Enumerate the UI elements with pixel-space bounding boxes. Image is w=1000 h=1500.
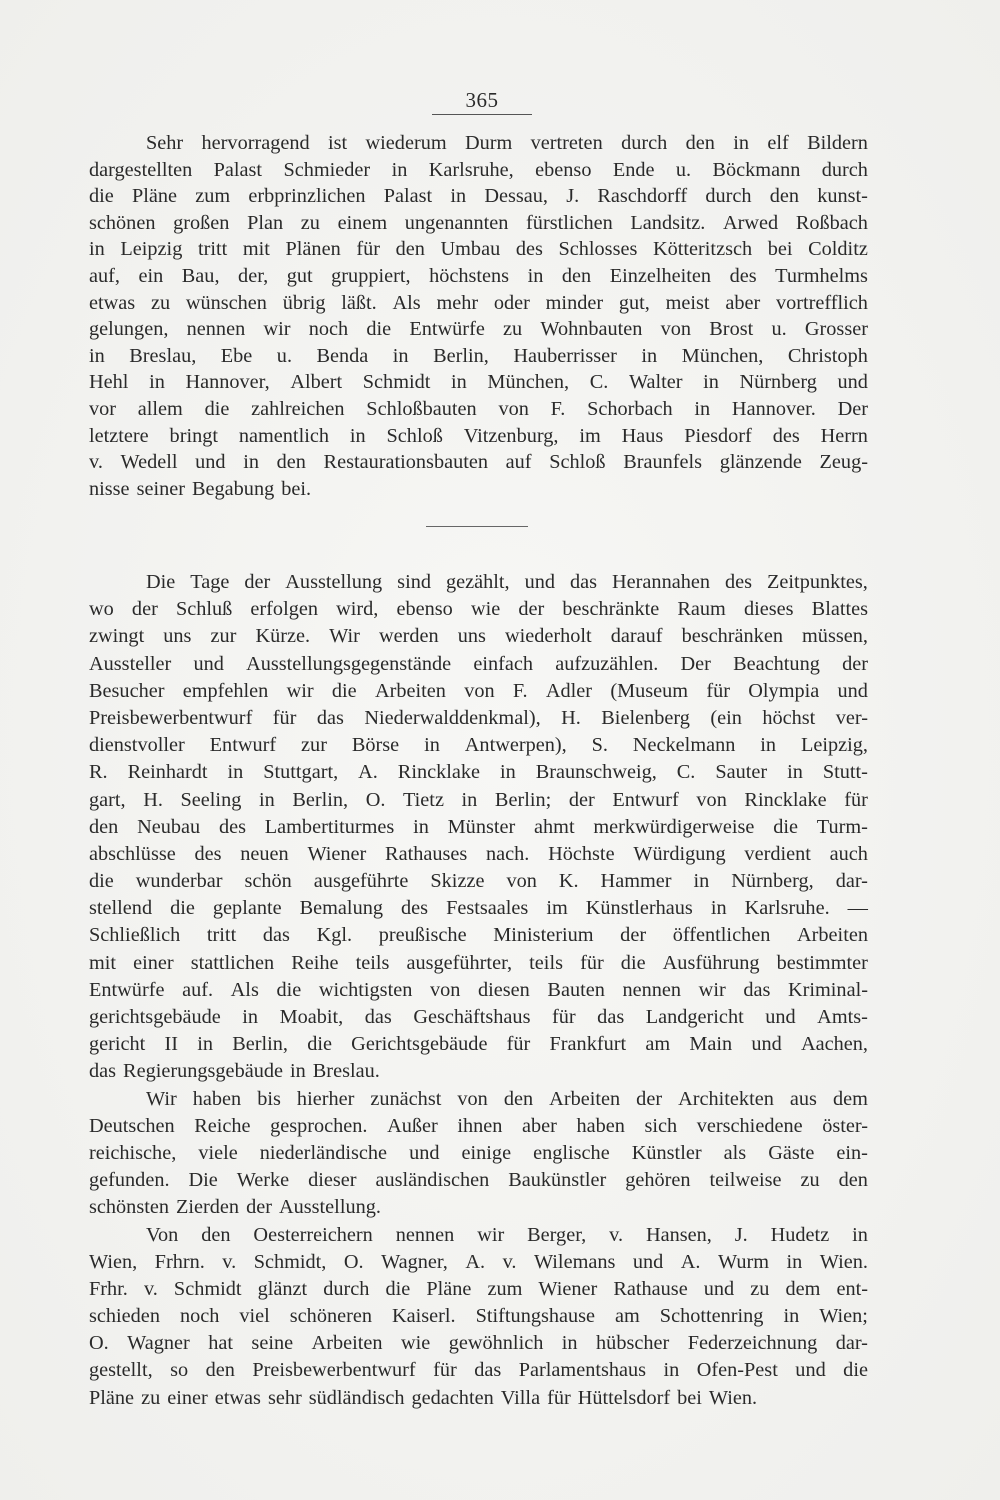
text-line: Hehl in Hannover, Albert Schmidt in München, C. Walter in Nürnberg und xyxy=(89,371,868,394)
text-line: die wunderbar schön ausgeführte Skizze von K. Hammer in Nürnberg, dar- xyxy=(89,870,868,893)
text-line: in Leipzig tritt mit Plänen für den Umbau des Schlosses Kötteritzsch bei Colditz xyxy=(89,238,868,261)
text-line: nisse seiner Begabung bei. xyxy=(89,477,312,500)
paragraph-1 xyxy=(89,130,868,502)
text-line: Die Tage der Ausstellung sind gezählt, und das Herannahen des Zeitpunktes, xyxy=(146,571,868,593)
text-line: wo der Schluß erfolgen wird, ebenso wie der beschränkte Raum dieses Blattes xyxy=(89,598,868,621)
text-line: Wien, Frhrn. v. Schmidt, O. Wagner, A. v. Wilemans und A. Wurm in Wien. xyxy=(89,1250,868,1273)
text-line: Schließlich tritt das Kgl. preußische Ministerium der öffentlichen Arbeiten xyxy=(89,924,868,947)
text-block-architects xyxy=(89,130,868,502)
text-line: Preisbewerbentwurf für das Niederwalddenkmal), H. Bielenberg (ein höchst ver- xyxy=(89,706,868,729)
paragraph-2 xyxy=(89,569,868,1086)
text-line: dargestellten Palast Schmieder in Karlsruhe, ebenso Ende u. Böckmann durch xyxy=(89,158,868,181)
text-line: das Regierungsgebäude in Breslau. xyxy=(89,1060,380,1083)
text-line: Aussteller und Ausstellungsgegenstände einfach aufzuzählen. Der Beachtung der xyxy=(89,652,868,675)
text-line: Sehr hervorragend ist wiederum Durm vertreten durch den in elf Bildern xyxy=(146,132,868,154)
text-line: etwas zu wünschen übrig läßt. Als mehr oder minder gut, meist aber vortrefflich xyxy=(89,291,868,314)
text-line: dienstvoller Entwurf zur Börse in Antwerpen), S. Neckelmann in Leipzig, xyxy=(89,734,868,757)
text-line: Pläne zu einer etwas sehr südländisch gedachten Villa für Hüttelsdorf bei Wien. xyxy=(89,1386,758,1409)
text-line: Wir haben bis hierher zunächst von den Arbeiten der Architekten aus dem xyxy=(146,1087,868,1110)
page-number: 365 xyxy=(432,88,532,115)
text-line: letztere bringt namentlich in Schloß Vitzenburg, im Haus Piesdorf des Herrn xyxy=(89,424,868,447)
text-line: reichische, viele niederländische und einige englische Künstler als Gäste ein- xyxy=(89,1141,868,1164)
text-line: auf, ein Bau, der, gut gruppiert, höchstens in den Einzelheiten des Turmhelms xyxy=(89,264,868,287)
text-line: schieden noch viel schöneren Kaiserl. Stiftungshause am Schottenring in Wien; xyxy=(89,1305,868,1328)
text-line: Deutschen Reiche gesprochen. Außer ihnen aber haben sich verschiedene öster- xyxy=(89,1114,868,1137)
text-line: schönsten Zierden der Ausstellung. xyxy=(89,1196,381,1219)
text-line: zwingt uns zur Kürze. Wir werden uns wiederholt darauf beschränken müssen, xyxy=(89,625,868,648)
text-line: abschlüsse des neuen Wiener Rathauses nach. Höchste Würdigung verdient auch xyxy=(89,842,868,865)
text-line: v. Wedell und in den Restaurationsbauten auf Schloß Braunfels glänzende Zeug- xyxy=(89,451,868,474)
text-line: gerichtsgebäude in Moabit, das Geschäftshaus für das Landgericht und Amts- xyxy=(89,1006,868,1028)
section-divider xyxy=(426,526,528,527)
text-line: vor allem die zahlreichen Schloßbauten von F. Schorbach in Hannover. Der xyxy=(89,397,868,420)
text-line: Frhr. v. Schmidt glänzt durch die Pläne zum Wiener Rathause und zu dem ent- xyxy=(89,1277,868,1300)
text-line: Von den Oesterreichern nennen wir Berger, v. Hansen, J. Hudetz in xyxy=(146,1223,868,1246)
text-line: Besucher empfehlen wir die Arbeiten von F. Adler (Museum für Olympia und xyxy=(89,679,868,702)
text-line: in Breslau, Ebe u. Benda in Berlin, Hauberrisser in München, Christoph xyxy=(89,344,868,367)
text-line: gelungen, nennen wir noch die Entwürfe zu Wohnbauten von Brost u. Grosser xyxy=(89,318,868,341)
text-line: gericht II in Berlin, die Gerichtsgebäude für Frankfurt am Main und Aachen, xyxy=(89,1033,868,1056)
text-line: O. Wagner hat seine Arbeiten wie gewöhnlich in hübscher Federzeichnung dar- xyxy=(89,1332,868,1355)
text-line: schönen großen Plan zu einem ungenannten fürstlichen Landsitz. Arwed Roßbach xyxy=(89,211,868,234)
text-line: Entwürfe auf. Als die wichtigsten von diesen Bauten nennen wir das Kriminal- xyxy=(89,978,868,1001)
paragraph-4 xyxy=(89,1222,868,1412)
text-line: die Pläne zum erbprinzlichen Palast in Dessau, J. Raschdorff durch den kunst- xyxy=(89,185,868,208)
text-line: gart, H. Seeling in Berlin, O. Tietz in Berlin; der Entwurf von Rincklake für xyxy=(89,788,868,811)
paragraph-3 xyxy=(89,1086,868,1222)
text-line: gestellt, so den Preisbewerbentwurf für das Parlamentshaus in Ofen-Pest und die xyxy=(89,1359,868,1382)
text-block-exhibition xyxy=(89,569,868,1412)
text-line: gefunden. Die Werke dieser ausländischen Baukünstler gehören teilweise zu den xyxy=(89,1169,868,1192)
text-line: R. Reinhardt in Stuttgart, A. Rincklake in Braunschweig, C. Sauter in Stutt- xyxy=(89,761,868,784)
text-line: den Neubau des Lambertiturmes in Münster ahmt merkwürdigerweise die Turm- xyxy=(89,815,868,838)
text-line: mit einer stattlichen Reihe teils ausgeführter, teils für die Ausführung bestimmter xyxy=(89,951,868,974)
text-line: stellend die geplante Bemalung des Festsaales im Künstlerhaus in Karlsruhe. — xyxy=(89,897,868,920)
